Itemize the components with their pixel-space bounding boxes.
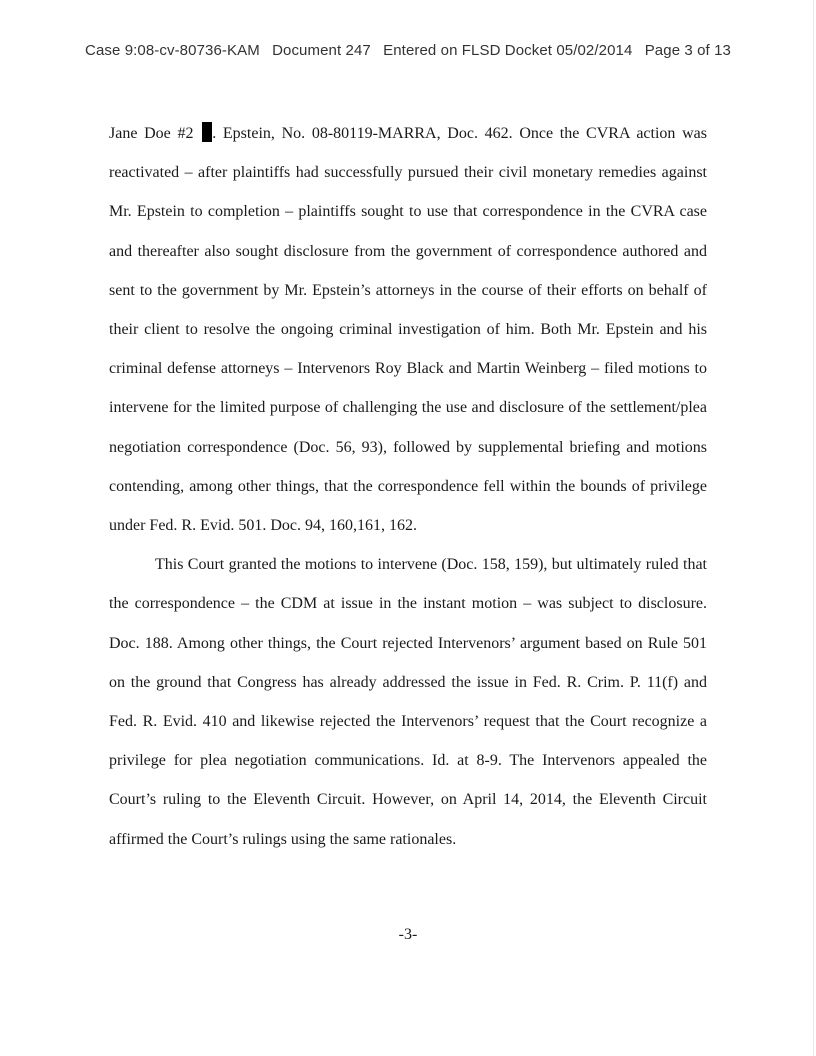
case-number: Case 9:08-cv-80736-KAM [85,42,260,59]
paragraph-1 [109,114,707,545]
body-text [109,114,707,859]
redaction-block [202,122,212,142]
paragraph-2: This Court granted the motions to intervene (Doc. 158, 159), but ultimately ruled that the correspondence – the CDM at issue in the instant motion – was subject to disclosure. Doc. 188. Among other things, the Court rejected Intervenors’ argument based on Rule 501 on the ground that Congress has already addressed the issue in Fed. R. Crim. P. 11(f) and Fed. R. Evid. 410 and likewise rejected the Intervenors’ request that the Court recognize a privilege for plea negotiation communications. Id. at 8-9. The Intervenors appealed the Court’s ruling to the Eleventh Circuit. However, on April 14, 2014, the Eleventh Circuit affirmed the Court’s rulings using the same rationales. [109,556,707,848]
docket-entry: Entered on FLSD Docket 05/02/2014 [383,42,633,59]
document-number: Document 247 [272,42,371,59]
page-number: -3- [398,926,418,943]
docket-header [0,42,816,59]
page-indicator: Page 3 of 13 [644,42,731,59]
scan-edge-line [813,0,814,1056]
paragraph-1-rest: . Epstein, No. 08-80119-MARRA, Doc. 462. Once the CVRA action was reactivated – after plaintiffs had successfully pursued their civil monetary remedies against Mr. Epstein to completion – plaintiffs sought to use that correspondence in the CVRA case and thereafter also sought disclosure from the government of correspondence authored and sent to the government by Mr. Epstein’s attorneys in the course of their efforts on behalf of their client to resolve the ongoing criminal investigation of him. Both Mr. Epstein and his criminal defense attorneys – Intervenors Roy Black and Martin Weinberg – filed motions to intervene for the limited purpose of challenging the use and disclosure of the settlement/plea negotiation correspondence (Doc. 56, 93), followed by supplemental briefing and motions contending, among other things, that the correspondence fell within the bounds of privilege under Fed. R. Evid. 501. Doc. 94, 160,161, 162. [109,125,708,535]
paragraph-1-start: Jane Doe #2 [109,125,194,142]
